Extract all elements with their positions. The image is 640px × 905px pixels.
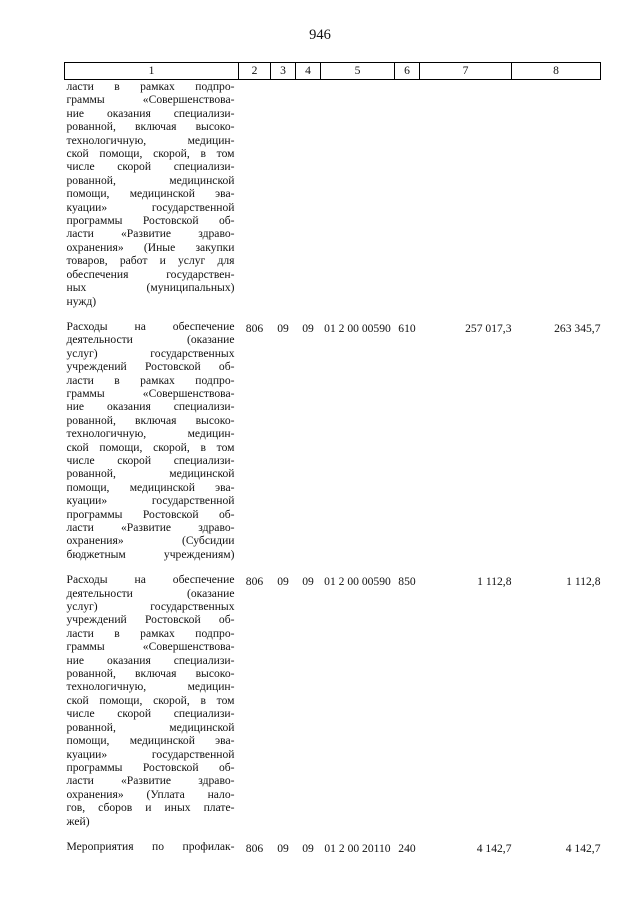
target-article-code: 01 2 00 20110 <box>324 841 391 855</box>
expense-type-code <box>395 80 420 320</box>
description-line: помощи, медицинской эва- <box>66 187 235 201</box>
header-col-4: 4 <box>296 63 321 80</box>
description-line: ласти в рамках подпро- <box>66 373 235 387</box>
header-col-3: 3 <box>271 63 296 80</box>
description-line: числе скорой специализи- <box>66 160 235 174</box>
description-line: ласти «Развитие здраво- <box>66 774 235 788</box>
description-line: деятельности (оказание <box>66 333 235 347</box>
table-row <box>65 320 601 573</box>
description-line: числе скорой специализи- <box>66 453 235 467</box>
description-line: программы Ростовской об- <box>66 760 235 774</box>
description-line: помощи, медицинской эва- <box>66 480 235 494</box>
description-line: рованной, включая высоко- <box>66 120 235 134</box>
description-line: Расходы на обеспечение <box>66 573 235 587</box>
description-line: ние оказания специализи- <box>66 106 235 120</box>
description-line: ние оказания специализи- <box>66 400 235 414</box>
description-line: числе скорой специализи- <box>66 707 235 721</box>
amount-year-2: 263 345,7 <box>554 321 601 335</box>
description-line: ласти «Развитие здраво- <box>66 521 235 534</box>
description-line: куации» государственной <box>66 747 235 761</box>
description-line: куации» государственной <box>66 200 235 214</box>
description-line: ние оказания специализи- <box>66 653 235 667</box>
table-body <box>65 80 601 866</box>
description-line: рованной, медицинской <box>66 720 235 734</box>
header-col-2: 2 <box>239 63 271 80</box>
row-description <box>65 573 239 840</box>
description-line: услуг) государственных <box>66 600 235 614</box>
description-line: охранения» (Уплата нало- <box>66 787 235 801</box>
description-line: охранения» (Иные закупки <box>66 240 235 254</box>
description-line: граммы «Совершенствова- <box>66 386 235 400</box>
header-col-6: 6 <box>395 63 420 80</box>
table-row <box>65 573 601 840</box>
description-line: гов, сборов и иных плате- <box>66 801 235 815</box>
section-code: 09 <box>277 321 289 335</box>
header-col-1: 1 <box>65 63 239 80</box>
description-line: услуг) государственных <box>66 346 235 360</box>
amount-year-1: 257 017,3 <box>465 321 512 335</box>
section-code: 09 <box>277 575 289 589</box>
description-line: жей) <box>66 814 90 828</box>
amount-year-2 <box>512 80 601 320</box>
description-line: ской помощи, скорой, в том <box>66 440 235 454</box>
table-row <box>65 840 601 865</box>
description-line: деятельности (оказание <box>66 586 235 600</box>
description-line: граммы «Совершенствова- <box>66 640 235 654</box>
header-row <box>65 63 601 80</box>
description-line: нужд) <box>66 294 97 308</box>
row-description <box>65 80 239 320</box>
description-line: учреждений Ростовской об- <box>66 613 235 627</box>
expense-type-code: 610 <box>398 321 416 335</box>
description-line: граммы «Совершенствова- <box>66 93 235 107</box>
description-line: Расходы на обеспечение <box>66 319 235 333</box>
description-line: программы Ростовской об- <box>66 214 235 228</box>
description-line: помощи, медицинской эва- <box>66 734 235 748</box>
description-line: ласти в рамках подпро- <box>66 626 235 640</box>
description-line: рованной, медицинской <box>66 467 235 481</box>
expense-type-code: 240 <box>398 841 416 855</box>
subsection-code <box>296 80 321 320</box>
subsection-code: 09 <box>302 841 314 855</box>
description-line: ской помощи, скорой, в том <box>66 147 235 161</box>
description-line: ных (муниципальных) <box>66 281 235 295</box>
description-line: Мероприятия по профилак- <box>66 839 235 853</box>
row-description <box>65 320 239 573</box>
description-line: рованной, включая высоко- <box>66 413 235 427</box>
ministry-code <box>239 80 271 320</box>
description-line: технологичную, медицин- <box>66 133 235 147</box>
section-code: 09 <box>277 841 289 855</box>
amount-year-2: 1 112,8 <box>566 575 601 589</box>
description-line: технологичную, медицин- <box>66 680 235 694</box>
description-line: учреждений Ростовской об- <box>66 360 235 374</box>
header-col-7: 7 <box>420 63 512 80</box>
target-article-code <box>321 80 395 320</box>
description-line: технологичную, медицин- <box>66 427 235 441</box>
ministry-code: 806 <box>245 841 264 855</box>
description-line: ласти в рамках подпро- <box>66 80 235 93</box>
subsection-code: 09 <box>302 321 314 335</box>
description-line: бюджетным учреждениям) <box>66 547 235 561</box>
description-line: рованной, медицинской <box>66 173 235 187</box>
page-number: 946 <box>309 27 331 43</box>
budget-table <box>64 62 601 865</box>
description-line: ской помощи, скорой, в том <box>66 693 235 707</box>
header-col-5: 5 <box>321 63 395 80</box>
description-line: ласти «Развитие здраво- <box>66 227 235 241</box>
description-line: товаров, работ и услуг для <box>66 254 235 268</box>
description-line: обеспечения государствен- <box>66 267 235 281</box>
ministry-code: 806 <box>245 575 264 589</box>
table-row <box>65 80 601 320</box>
description-line: охранения» (Субсидии <box>66 534 235 548</box>
target-article-code: 01 2 00 00590 <box>324 321 391 335</box>
amount-year-1: 1 112,8 <box>477 575 512 589</box>
expense-type-code: 850 <box>398 575 416 589</box>
ministry-code: 806 <box>245 321 264 335</box>
description-line: рованной, включая высоко- <box>66 667 235 681</box>
amount-year-1 <box>420 80 512 320</box>
description-line: программы Ростовской об- <box>66 507 235 521</box>
amount-year-2: 4 142,7 <box>565 841 601 855</box>
section-code <box>271 80 296 320</box>
target-article-code: 01 2 00 00590 <box>324 575 391 589</box>
subsection-code: 09 <box>302 575 314 589</box>
header-col-8: 8 <box>512 63 601 80</box>
amount-year-1: 4 142,7 <box>476 841 512 855</box>
row-description <box>65 840 239 865</box>
description-line: куации» государственной <box>66 494 235 508</box>
